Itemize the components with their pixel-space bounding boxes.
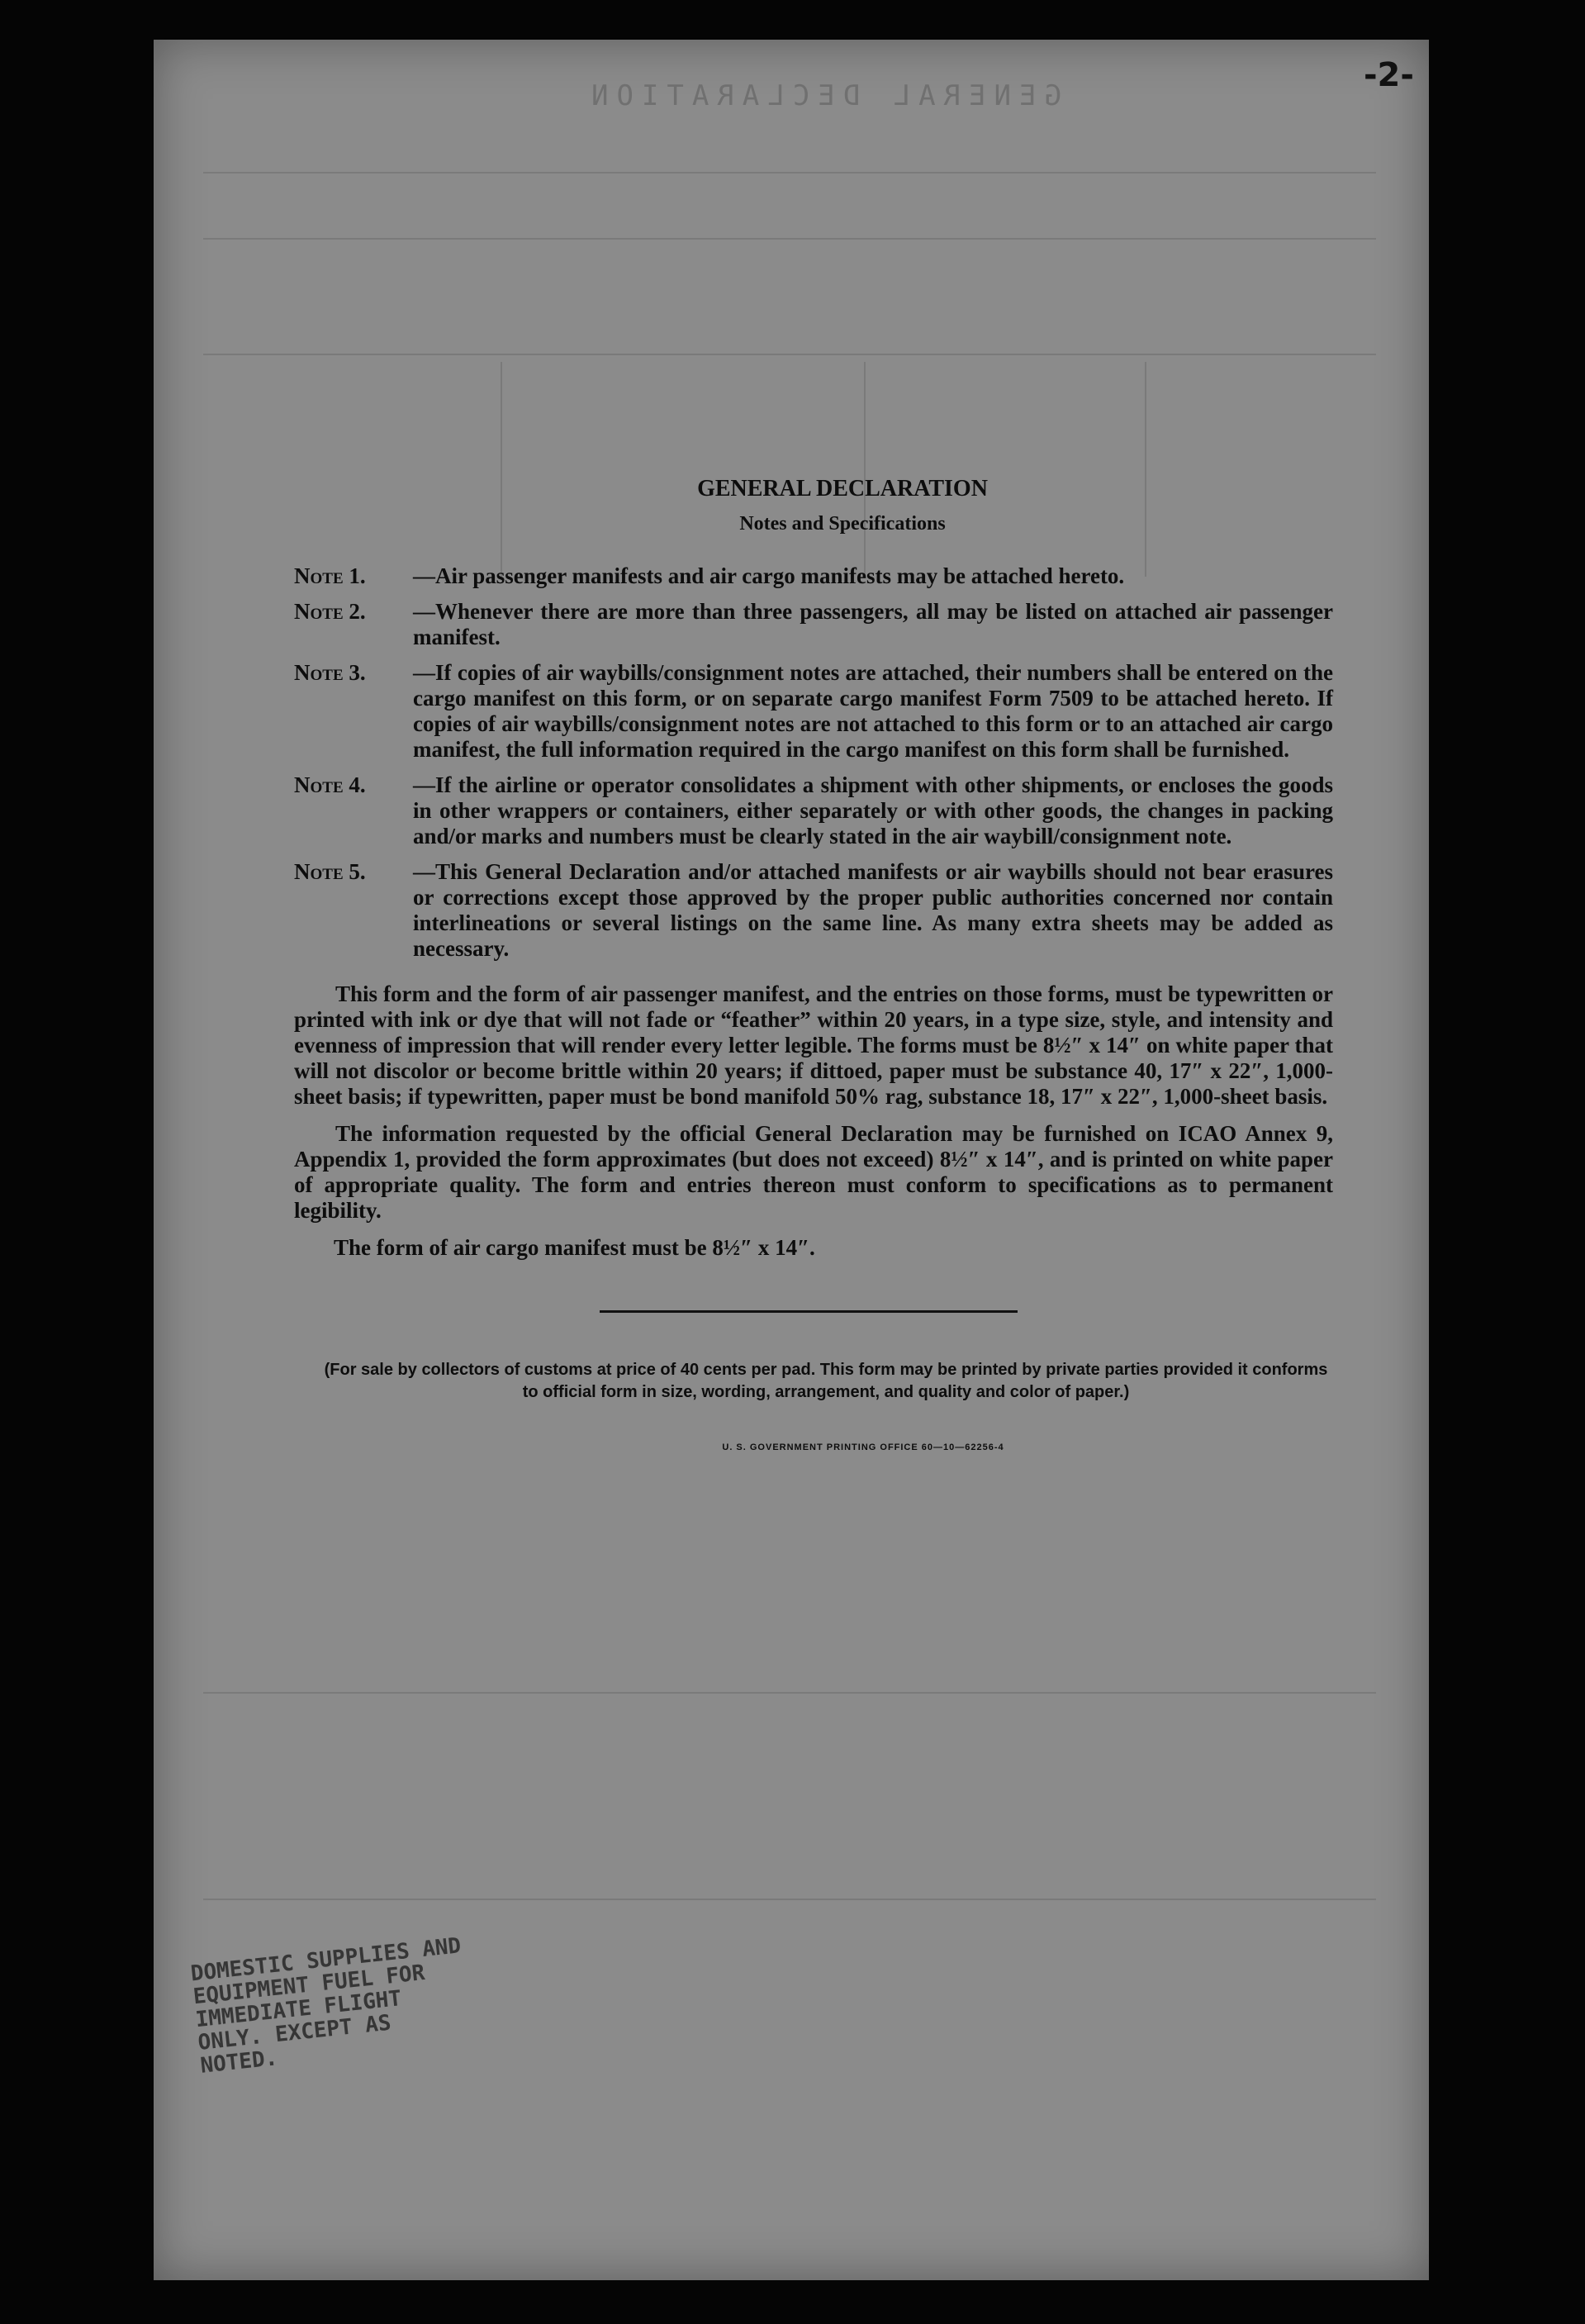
- note-label: Note 2.: [294, 599, 366, 624]
- bleed-through-rule: [203, 354, 1376, 355]
- note-text: —If the airline or operator consolidates a shipment with other shipments, or encloses the goods in other wrappers or containers, either separately or with other goods, the changes in packing and/or marks and numbers must be clearly stated in the air waybill/consignment note.: [413, 772, 1333, 848]
- note-1: [294, 563, 1333, 589]
- note-3: [294, 660, 1333, 763]
- bleed-through-rule: [203, 1899, 1376, 1900]
- note-label: Note 1.: [294, 563, 366, 588]
- gpo-imprint: U. S. GOVERNMENT PRINTING OFFICE 60—10—62256-4: [722, 1442, 1004, 1452]
- divider: [600, 1310, 1018, 1313]
- bleed-through-rule: [203, 238, 1376, 240]
- sale-note: (For sale by collectors of customs at price of 40 cents per pad. This form may be printed by private parties provided it conforms to official form in size, wording, arrangement, and quality and color of paper.): [324, 1361, 1328, 1401]
- note-4: [294, 772, 1333, 849]
- icao-paragraph: The information requested by the official General Declaration may be furnished on ICAO Annex 9, Appendix 1, provided the form approximates (but does not exceed) 8½″ x 14″, and is printed on white paper of appropriate quality. The form and entries thereon must conform to specifications as to permanent legibility.: [294, 1121, 1333, 1223]
- cargo-manifest-size-note: The form of air cargo manifest must be 8½″ x 14″.: [334, 1235, 815, 1260]
- note-label: Note 3.: [294, 660, 366, 685]
- bleed-through-rule: [203, 172, 1376, 173]
- bleed-through-rule: [203, 1692, 1376, 1694]
- notes-content: [294, 476, 1333, 1461]
- note-2: [294, 599, 1333, 650]
- note-text: —Whenever there are more than three passengers, all may be listed on attached air passenger manifest.: [413, 599, 1333, 649]
- document-subtitle: Notes and Specifications: [739, 513, 946, 535]
- note-text: —If copies of air waybills/consignment notes are attached, their numbers shall be entered on the cargo manifest on this form, or on separate cargo manifest Form 7509 to be attached hereto. If copies of air waybills/consignment notes are not attached to this form or to an attached air cargo manifest, the full information required in the cargo manifest on this form shall be furnished.: [413, 660, 1333, 762]
- note-text: —Air passenger manifests and air cargo manifests may be attached hereto.: [413, 563, 1125, 588]
- note-label: Note 5.: [294, 859, 366, 884]
- document-title: GENERAL DECLARATION: [697, 476, 988, 501]
- note-text: —This General Declaration and/or attached manifests or air waybills should not bear erasures or corrections except those approved by the proper public authorities concerned nor contain interlineations or several listings on the same line. As many extra sheets may be added as necessary.: [413, 859, 1333, 961]
- bleed-through-stamp: DOMESTIC SUPPLIES AND EQUIPMENT FUEL FOR IMMEDIATE FLIGHT ONLY. EXCEPT AS NOTED.: [189, 1933, 463, 2079]
- document-sheet: [154, 40, 1429, 2280]
- specification-paragraph: This form and the form of air passenger manifest, and the entries on those forms, must be typewritten or printed with ink or dye that will not fade or “feather” within 20 years, in a type size, style, and intensity and evenness of impression that will render every letter legible. The forms must be 8½″ x 14″ on white paper that will not discolor or become brittle within 20 years; if dittoed, paper must be substance 40, 17″ x 22″, 1,000-sheet basis; if typewritten, paper must be bond manifold 50% rag, substance 18, 17″ x 22″, 1,000-sheet basis.: [294, 981, 1333, 1109]
- note-5: [294, 859, 1333, 962]
- bleed-through-header: GENERAL DECLARATION: [583, 79, 1061, 112]
- page-mark: -2-: [1363, 56, 1414, 94]
- note-label: Note 4.: [294, 772, 366, 797]
